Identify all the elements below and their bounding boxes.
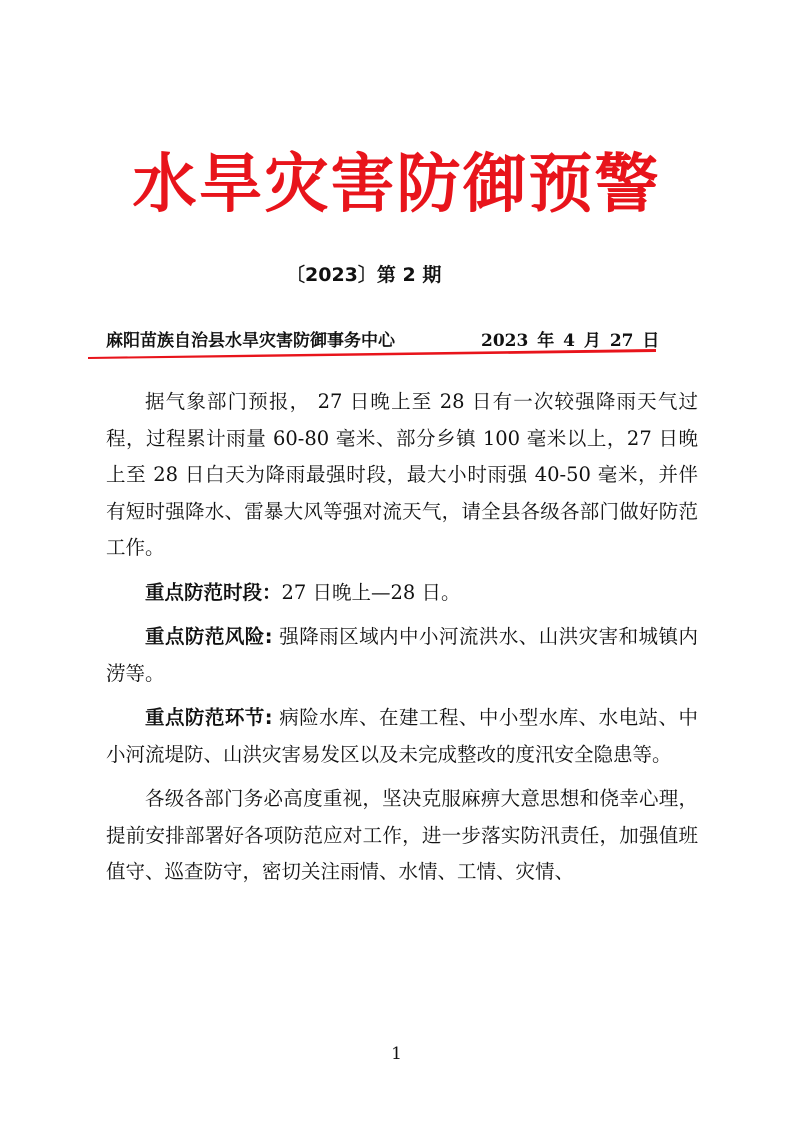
period-text: 27 日晚上—28 日。 <box>281 580 461 604</box>
document-body <box>106 384 698 899</box>
links-paragraph <box>106 700 698 773</box>
links-text: 病险水库、在建工程、中小型水库、水电站、中小河流堤防、山洪灾害易发区以及未完成整改的度汛安全隐患等。 <box>106 706 698 766</box>
risk-label: 重点防范风险: <box>145 625 273 648</box>
period-label: 重点防范时段： <box>145 580 282 604</box>
issuing-organization: 麻阳苗族自治县水旱灾害防御事务中心 <box>106 331 395 351</box>
closing-paragraph: 各级各部门务必高度重视，坚决克服麻痹大意思想和侥幸心理，提前安排部署好各项防范应对工作，进一步落实防汛责任，加强值班值守、巡查防守，密切关注雨情、水情、工情、灾情、 <box>106 787 698 883</box>
page-number: 1 <box>391 1044 402 1064</box>
issue-date: 2023 年 4 月 27 日 <box>481 331 660 351</box>
links-label: 重点防范环节: <box>145 706 273 729</box>
issue-number: 〔2023〕第 2 期 <box>286 264 442 286</box>
period-paragraph <box>106 575 698 612</box>
risk-paragraph <box>106 619 698 692</box>
red-divider-rule <box>88 349 656 359</box>
risk-text: 强降雨区域内中小河流洪水、山洪灾害和城镇内涝等。 <box>106 625 698 685</box>
masthead-title: 水旱灾害防御预警 <box>132 148 661 222</box>
intro-paragraph: 据气象部门预报， 27 日晚上至 28 日有一次较强降雨天气过程，过程累计雨量 60-80 毫米、部分乡镇 100 毫米以上，27 日晚上至 28 日白天为降雨最强时段，最大小时雨强 40-50 毫米，并伴有短时强降水、雷暴大风等强对流天气，请全县各级各部门做好防范工作。 <box>106 390 698 559</box>
